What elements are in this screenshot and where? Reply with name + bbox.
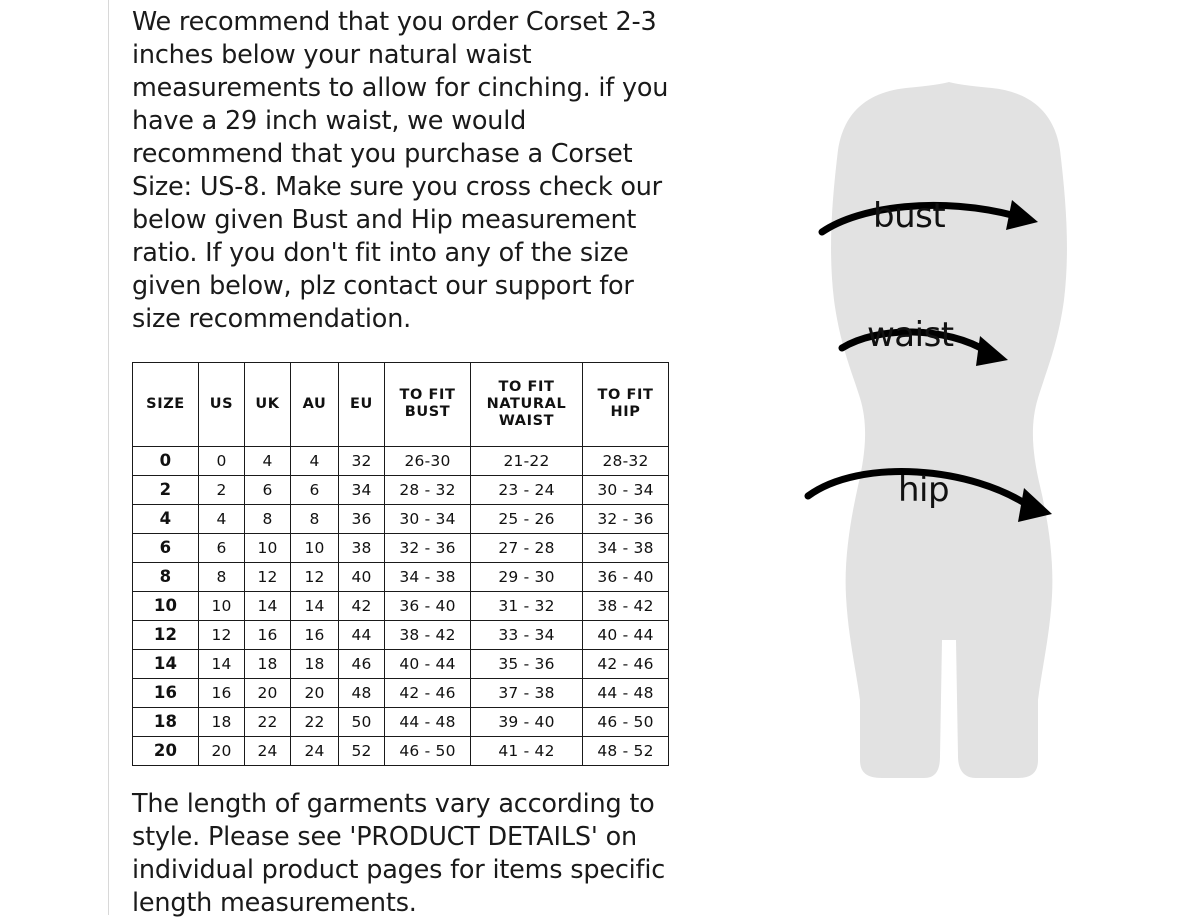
column-header-size: SIZE bbox=[133, 362, 199, 446]
cell-bust: 36 - 40 bbox=[385, 591, 471, 620]
cell-uk: 14 bbox=[245, 591, 291, 620]
cell-us: 0 bbox=[199, 446, 245, 475]
cell-waist: 23 - 24 bbox=[471, 475, 583, 504]
cell-uk: 20 bbox=[245, 678, 291, 707]
cell-bust: 30 - 34 bbox=[385, 504, 471, 533]
cell-uk: 18 bbox=[245, 649, 291, 678]
cell-hip: 44 - 48 bbox=[583, 678, 669, 707]
cell-uk: 22 bbox=[245, 707, 291, 736]
cell-uk: 24 bbox=[245, 736, 291, 765]
cell-waist: 25 - 26 bbox=[471, 504, 583, 533]
cell-waist: 37 - 38 bbox=[471, 678, 583, 707]
column-header-waist: TO FIT NATURAL WAIST bbox=[471, 362, 583, 446]
cell-au: 8 bbox=[291, 504, 339, 533]
cell-eu: 42 bbox=[339, 591, 385, 620]
outro-paragraph: The length of garments vary according to style. Please see 'PRODUCT DETAILS' on individual product pages for items specific length measurements. bbox=[132, 788, 666, 918]
table-row bbox=[133, 620, 669, 649]
cell-size: 14 bbox=[133, 649, 199, 678]
cell-size: 6 bbox=[133, 533, 199, 562]
table-row bbox=[133, 736, 669, 765]
cell-eu: 52 bbox=[339, 736, 385, 765]
cell-eu: 48 bbox=[339, 678, 385, 707]
table-row bbox=[133, 446, 669, 475]
cell-waist: 39 - 40 bbox=[471, 707, 583, 736]
cell-au: 12 bbox=[291, 562, 339, 591]
cell-us: 12 bbox=[199, 620, 245, 649]
waist-label: waist bbox=[867, 315, 954, 355]
cell-us: 2 bbox=[199, 475, 245, 504]
cell-eu: 32 bbox=[339, 446, 385, 475]
cell-eu: 38 bbox=[339, 533, 385, 562]
text-and-table-column bbox=[132, 0, 692, 918]
cell-size: 12 bbox=[133, 620, 199, 649]
cell-us: 10 bbox=[199, 591, 245, 620]
cell-size: 0 bbox=[133, 446, 199, 475]
cell-us: 4 bbox=[199, 504, 245, 533]
cell-us: 6 bbox=[199, 533, 245, 562]
cell-au: 16 bbox=[291, 620, 339, 649]
body-measurement-illustration bbox=[760, 0, 1180, 915]
cell-size: 16 bbox=[133, 678, 199, 707]
cell-hip: 46 - 50 bbox=[583, 707, 669, 736]
cell-size: 20 bbox=[133, 736, 199, 765]
column-header-eu: EU bbox=[339, 362, 385, 446]
cell-au: 20 bbox=[291, 678, 339, 707]
table-row bbox=[133, 649, 669, 678]
cell-eu: 44 bbox=[339, 620, 385, 649]
cell-au: 24 bbox=[291, 736, 339, 765]
cell-waist: 31 - 32 bbox=[471, 591, 583, 620]
cell-bust: 34 - 38 bbox=[385, 562, 471, 591]
cell-bust: 42 - 46 bbox=[385, 678, 471, 707]
cell-hip: 40 - 44 bbox=[583, 620, 669, 649]
cell-hip: 48 - 52 bbox=[583, 736, 669, 765]
left-margin-rule bbox=[108, 0, 109, 915]
cell-hip: 38 - 42 bbox=[583, 591, 669, 620]
cell-bust: 32 - 36 bbox=[385, 533, 471, 562]
cell-au: 6 bbox=[291, 475, 339, 504]
cell-waist: 27 - 28 bbox=[471, 533, 583, 562]
cell-us: 14 bbox=[199, 649, 245, 678]
column-header-bust: TO FIT BUST bbox=[385, 362, 471, 446]
cell-uk: 10 bbox=[245, 533, 291, 562]
cell-waist: 33 - 34 bbox=[471, 620, 583, 649]
cell-hip: 32 - 36 bbox=[583, 504, 669, 533]
body-shape bbox=[831, 82, 1067, 778]
cell-hip: 30 - 34 bbox=[583, 475, 669, 504]
cell-au: 4 bbox=[291, 446, 339, 475]
size-chart-table bbox=[132, 362, 669, 766]
cell-size: 2 bbox=[133, 475, 199, 504]
cell-bust: 40 - 44 bbox=[385, 649, 471, 678]
cell-bust: 26-30 bbox=[385, 446, 471, 475]
cell-waist: 21-22 bbox=[471, 446, 583, 475]
cell-uk: 6 bbox=[245, 475, 291, 504]
cell-eu: 46 bbox=[339, 649, 385, 678]
table-row bbox=[133, 533, 669, 562]
female-torso-diagram bbox=[760, 0, 1180, 915]
cell-hip: 42 - 46 bbox=[583, 649, 669, 678]
cell-us: 20 bbox=[199, 736, 245, 765]
cell-hip: 36 - 40 bbox=[583, 562, 669, 591]
table-row bbox=[133, 562, 669, 591]
cell-uk: 16 bbox=[245, 620, 291, 649]
column-header-us: US bbox=[199, 362, 245, 446]
cell-au: 10 bbox=[291, 533, 339, 562]
cell-us: 18 bbox=[199, 707, 245, 736]
cell-bust: 28 - 32 bbox=[385, 475, 471, 504]
cell-waist: 35 - 36 bbox=[471, 649, 583, 678]
cell-size: 8 bbox=[133, 562, 199, 591]
cell-bust: 44 - 48 bbox=[385, 707, 471, 736]
table-row bbox=[133, 678, 669, 707]
cell-bust: 46 - 50 bbox=[385, 736, 471, 765]
cell-hip: 34 - 38 bbox=[583, 533, 669, 562]
table-row bbox=[133, 707, 669, 736]
cell-waist: 41 - 42 bbox=[471, 736, 583, 765]
table-header-row bbox=[133, 362, 669, 446]
cell-size: 18 bbox=[133, 707, 199, 736]
column-header-uk: UK bbox=[245, 362, 291, 446]
cell-au: 14 bbox=[291, 591, 339, 620]
cell-size: 4 bbox=[133, 504, 199, 533]
cell-us: 8 bbox=[199, 562, 245, 591]
table-row bbox=[133, 504, 669, 533]
cell-uk: 4 bbox=[245, 446, 291, 475]
cell-uk: 8 bbox=[245, 504, 291, 533]
cell-eu: 50 bbox=[339, 707, 385, 736]
cell-size: 10 bbox=[133, 591, 199, 620]
cell-au: 18 bbox=[291, 649, 339, 678]
cell-au: 22 bbox=[291, 707, 339, 736]
cell-us: 16 bbox=[199, 678, 245, 707]
cell-waist: 29 - 30 bbox=[471, 562, 583, 591]
column-header-hip: TO FIT HIP bbox=[583, 362, 669, 446]
cell-hip: 28-32 bbox=[583, 446, 669, 475]
bust-label: bust bbox=[873, 196, 946, 236]
table-row bbox=[133, 591, 669, 620]
cell-eu: 40 bbox=[339, 562, 385, 591]
table-row bbox=[133, 475, 669, 504]
cell-eu: 34 bbox=[339, 475, 385, 504]
cell-uk: 12 bbox=[245, 562, 291, 591]
column-header-au: AU bbox=[291, 362, 339, 446]
cell-bust: 38 - 42 bbox=[385, 620, 471, 649]
hip-label: hip bbox=[898, 470, 950, 510]
cell-eu: 36 bbox=[339, 504, 385, 533]
intro-paragraph: We recommend that you order Corset 2-3 inches below your natural waist measurements to allow for cinching. if you have a 29 inch waist, we would recommend that you purchase a Corset Size: US-8. Make sure you cross check our below given Bust and Hip measurement ratio. If you don't fit into any of the size given below, plz contact our support for size recommendation. bbox=[132, 7, 669, 334]
